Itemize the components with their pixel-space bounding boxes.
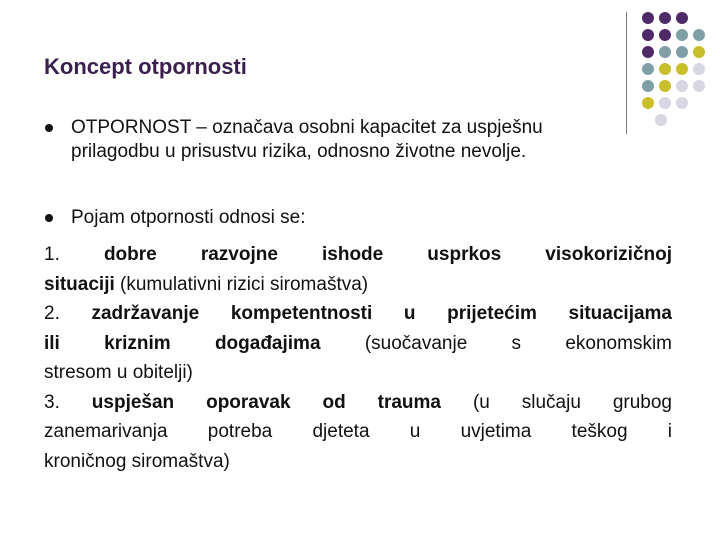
list-item-3-rest: (u slučaju grubog [472, 391, 672, 413]
decor-dot [693, 63, 705, 75]
decor-dot [676, 29, 688, 41]
list-item-1-bold-cont: situaciji [44, 273, 115, 295]
list-item-2-bold-cont: ili kriznim događajima [44, 332, 321, 354]
list-item-1-rest: (kumulativni rizici siromaštva) [120, 273, 369, 295]
decor-dot [642, 12, 654, 24]
list-item-1-line-2 [44, 270, 672, 300]
decor-dot [642, 46, 654, 58]
list-number: 3. [44, 391, 60, 413]
decor-dot [676, 12, 688, 24]
bullet-definition [71, 116, 681, 164]
decor-dot [659, 29, 671, 41]
list-item-2-line-3: stresom u obitelji) [44, 362, 193, 383]
definition-line-2: prilagodbu u prisustvu rizika, odnosno životne nevolje. [71, 141, 527, 162]
decor-dot [693, 80, 705, 92]
slide-title: Koncept otpornosti [44, 54, 247, 79]
numbered-list [44, 240, 672, 476]
list-item-3-bold: uspješan oporavak od trauma [91, 391, 441, 413]
decor-dot [693, 29, 705, 41]
decor-dot [676, 46, 688, 58]
list-item-3-line-2: zanemarivanja potreba djeteta u uvjetima teškog i [44, 421, 672, 442]
bullet-dot [45, 124, 53, 132]
list-item-2-line-2 [44, 329, 672, 359]
decor-dot [642, 97, 654, 109]
decor-dot [676, 80, 688, 92]
decor-dot [659, 63, 671, 75]
list-item-3-line-1 [44, 388, 672, 418]
list-item-1-bold: dobre razvojne ishode usprkos visokorizičnoj [103, 244, 673, 265]
bullet-intro: Pojam otpornosti odnosi se: [71, 207, 306, 228]
decor-dot [676, 97, 688, 109]
decor-dot [642, 63, 654, 75]
bullet-dot [45, 214, 53, 222]
decor-dot [659, 97, 671, 109]
decor-dot [642, 80, 654, 92]
decor-dot [659, 80, 671, 92]
list-number: 2. [44, 303, 60, 324]
decor-dot [693, 46, 705, 58]
decor-dot [676, 63, 688, 75]
definition-line-1: OTPORNOST – označava osobni kapacitet za uspješnu [71, 117, 543, 138]
list-item-1-line-1 [44, 240, 672, 270]
list-item-2-line-1 [44, 299, 672, 329]
list-item-2-bold: zadržavanje kompetentnosti u prijetećim situacijama [91, 303, 672, 324]
list-item-2-rest: (suočavanje s ekonomskim [364, 332, 672, 354]
decor-dot [642, 29, 654, 41]
list-number: 1. [44, 244, 60, 265]
decor-dot [659, 12, 671, 24]
decor-dot [659, 46, 671, 58]
list-item-3-line-3: kroničnog siromaštva) [44, 450, 230, 472]
